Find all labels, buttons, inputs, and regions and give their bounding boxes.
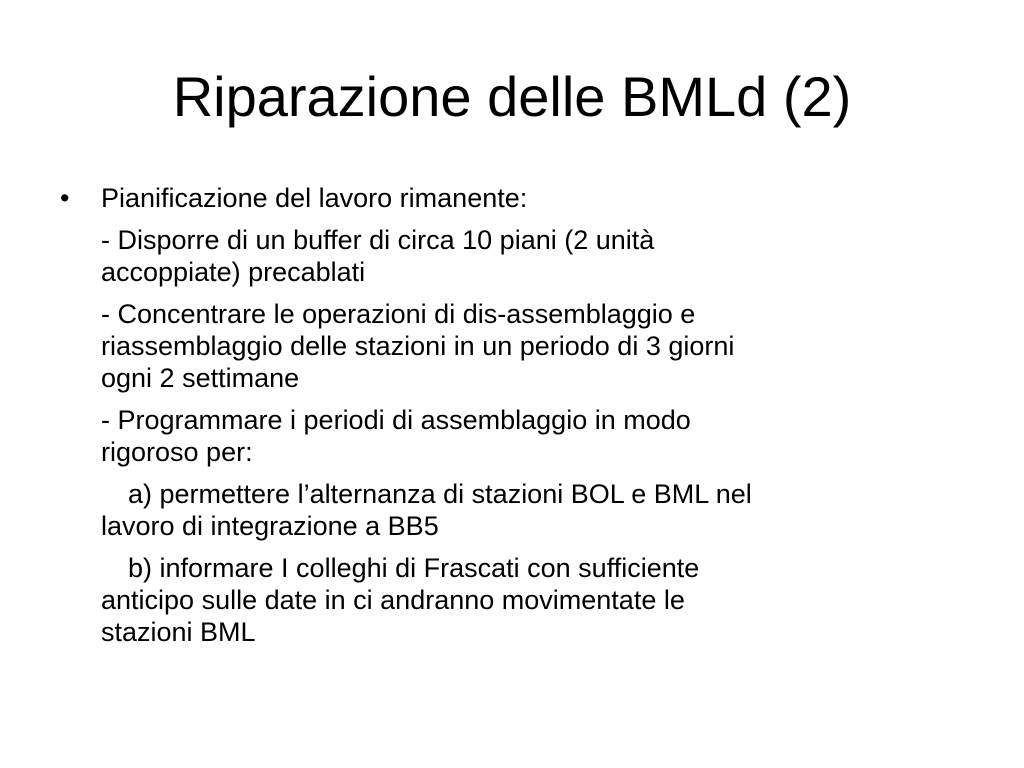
sub-item-line: stazioni BML xyxy=(101,617,256,647)
sub-item-line: riassemblaggio delle stazioni in un periodo di 3 giorni xyxy=(101,331,735,361)
sub-item-line: rigoroso per: xyxy=(101,437,253,467)
sub-item-line: a) permettere l’alternanza di stazioni BOL e BML nel xyxy=(128,479,752,509)
slide-title: Riparazione delle BMLd (2) xyxy=(172,65,852,128)
slide-content xyxy=(60,182,960,648)
sub-item-point-b xyxy=(60,552,960,648)
sub-item-line: - Programmare i periodi di assemblaggio in modo xyxy=(101,405,691,435)
bullet-text: Pianificazione del lavoro rimanente: xyxy=(101,183,528,213)
sub-item-buffer xyxy=(60,224,960,288)
sub-item-line: accoppiate) precablati xyxy=(101,257,366,287)
sub-item-scheduling xyxy=(60,404,960,468)
sub-item-line: - Disporre di un buffer di circa 10 piani (2 unità xyxy=(101,225,655,255)
sub-item-point-a xyxy=(60,478,960,542)
sub-item-line: anticipo sulle date in ci andranno movimentate le xyxy=(101,585,685,615)
sub-item-operations xyxy=(60,298,960,394)
sub-item-line: lavoro di integrazione a BB5 xyxy=(101,511,439,541)
sub-item-line: - Concentrare le operazioni di dis-assemblaggio e xyxy=(101,299,696,329)
sub-item-line: b) informare I colleghi di Frascati con sufficiente xyxy=(128,553,700,583)
sub-item-line: ogni 2 settimane xyxy=(101,363,300,393)
bullet-item xyxy=(60,182,960,214)
bullet-icon: • xyxy=(60,183,70,213)
